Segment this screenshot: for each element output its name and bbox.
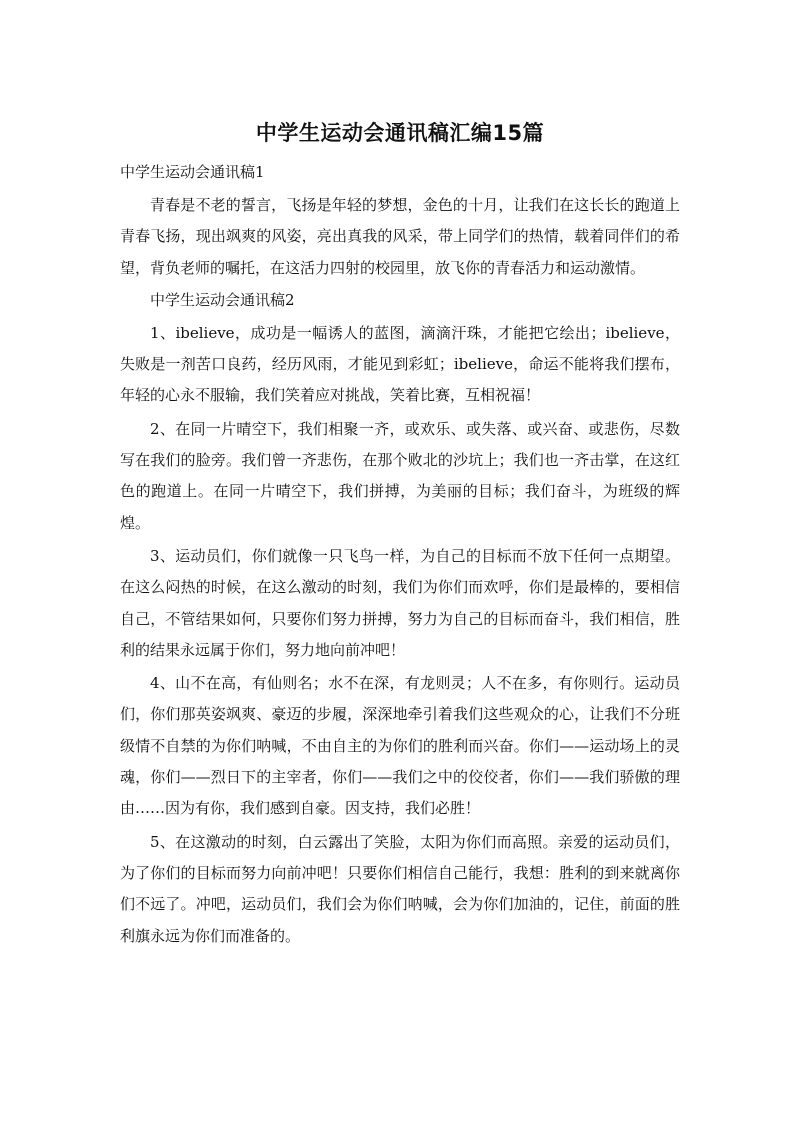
section-2-paragraph-3: 3、运动员们，你们就像一只飞鸟一样，为自己的目标而不放下任何一点期望。在这么闷热的时候，在这么激动的时刻，我们为你们而欢呼，你们是最棒的，要相信自己，不管结果如何，只要你们努力拼搏，努力为自己的目标而奋斗，我们相信，胜利的结果永远属于你们，努力地向前冲吧！ bbox=[120, 546, 680, 659]
section-2-paragraph-4: 4、山不在高，有仙则名；水不在深，有龙则灵；人不在多，有你则行。运动员们，你们那英姿飒爽、豪迈的步履，深深地牵引着我们这些观众的心，让我们不分班级情不自禁的为你们呐喊，不由自主的为你们的胜利而兴奋。你们——运动场上的灵魂，你们——烈日下的主宰者，你们——我们之中的佼佼者，你们——我们骄傲的理由……因为有你，我们感到自豪。因支持，我们必胜！ bbox=[120, 674, 680, 818]
section-1-paragraph-1: 青春是不老的誓言，飞扬是年轻的梦想，金色的十月，让我们在这长长的跑道上青春飞扬，现出飒爽的风姿，亮出真我的风采，带上同学们的热情，载着同伴们的希望，背负老师的嘱托，在这活力四射的校园里，放飞你的青春活力和运动激情。 bbox=[120, 196, 680, 277]
section-2-paragraph-1: 1、ibelieve，成功是一幅诱人的蓝图，滴滴汗珠，才能把它绘出；ibelieve，失败是一剂苦口良药，经历风雨，才能见到彩虹；ibelieve，命运不能将我们摆布，年轻的心永不服输，我们笑着应对挑战，笑着比赛，互相祝福！ bbox=[120, 323, 680, 405]
section-heading-1: 中学生运动会通讯稿1 bbox=[120, 163, 265, 181]
section-2-paragraph-2: 2、在同一片晴空下，我们相聚一齐，或欢乐、或失落、或兴奋、或悲伤，尽数写在我们的脸旁。我们曾一齐悲伤，在那个败北的沙坑上；我们也一齐击掌，在这红色的跑道上。在同一片晴空下，我们拼搏，为美丽的目标；我们奋斗，为班级的辉煌。 bbox=[120, 419, 680, 532]
document-page bbox=[120, 118, 680, 954]
document-title: 中学生运动会通讯稿汇编15篇 bbox=[255, 121, 545, 145]
section-heading-2: 中学生运动会通讯稿2 bbox=[150, 290, 295, 309]
section-2-paragraph-5: 5、在这激动的时刻，白云露出了笑脸，太阳为你们而高照。亲爱的运动员们，为了你们的目标而努力向前冲吧！只要你们相信自己能行，我想：胜利的到来就离你们不远了。冲吧，运动员们，我们会为你们呐喊，会为你们加油的，记住，前面的胜利旗永远为你们而准备的。 bbox=[120, 832, 680, 945]
